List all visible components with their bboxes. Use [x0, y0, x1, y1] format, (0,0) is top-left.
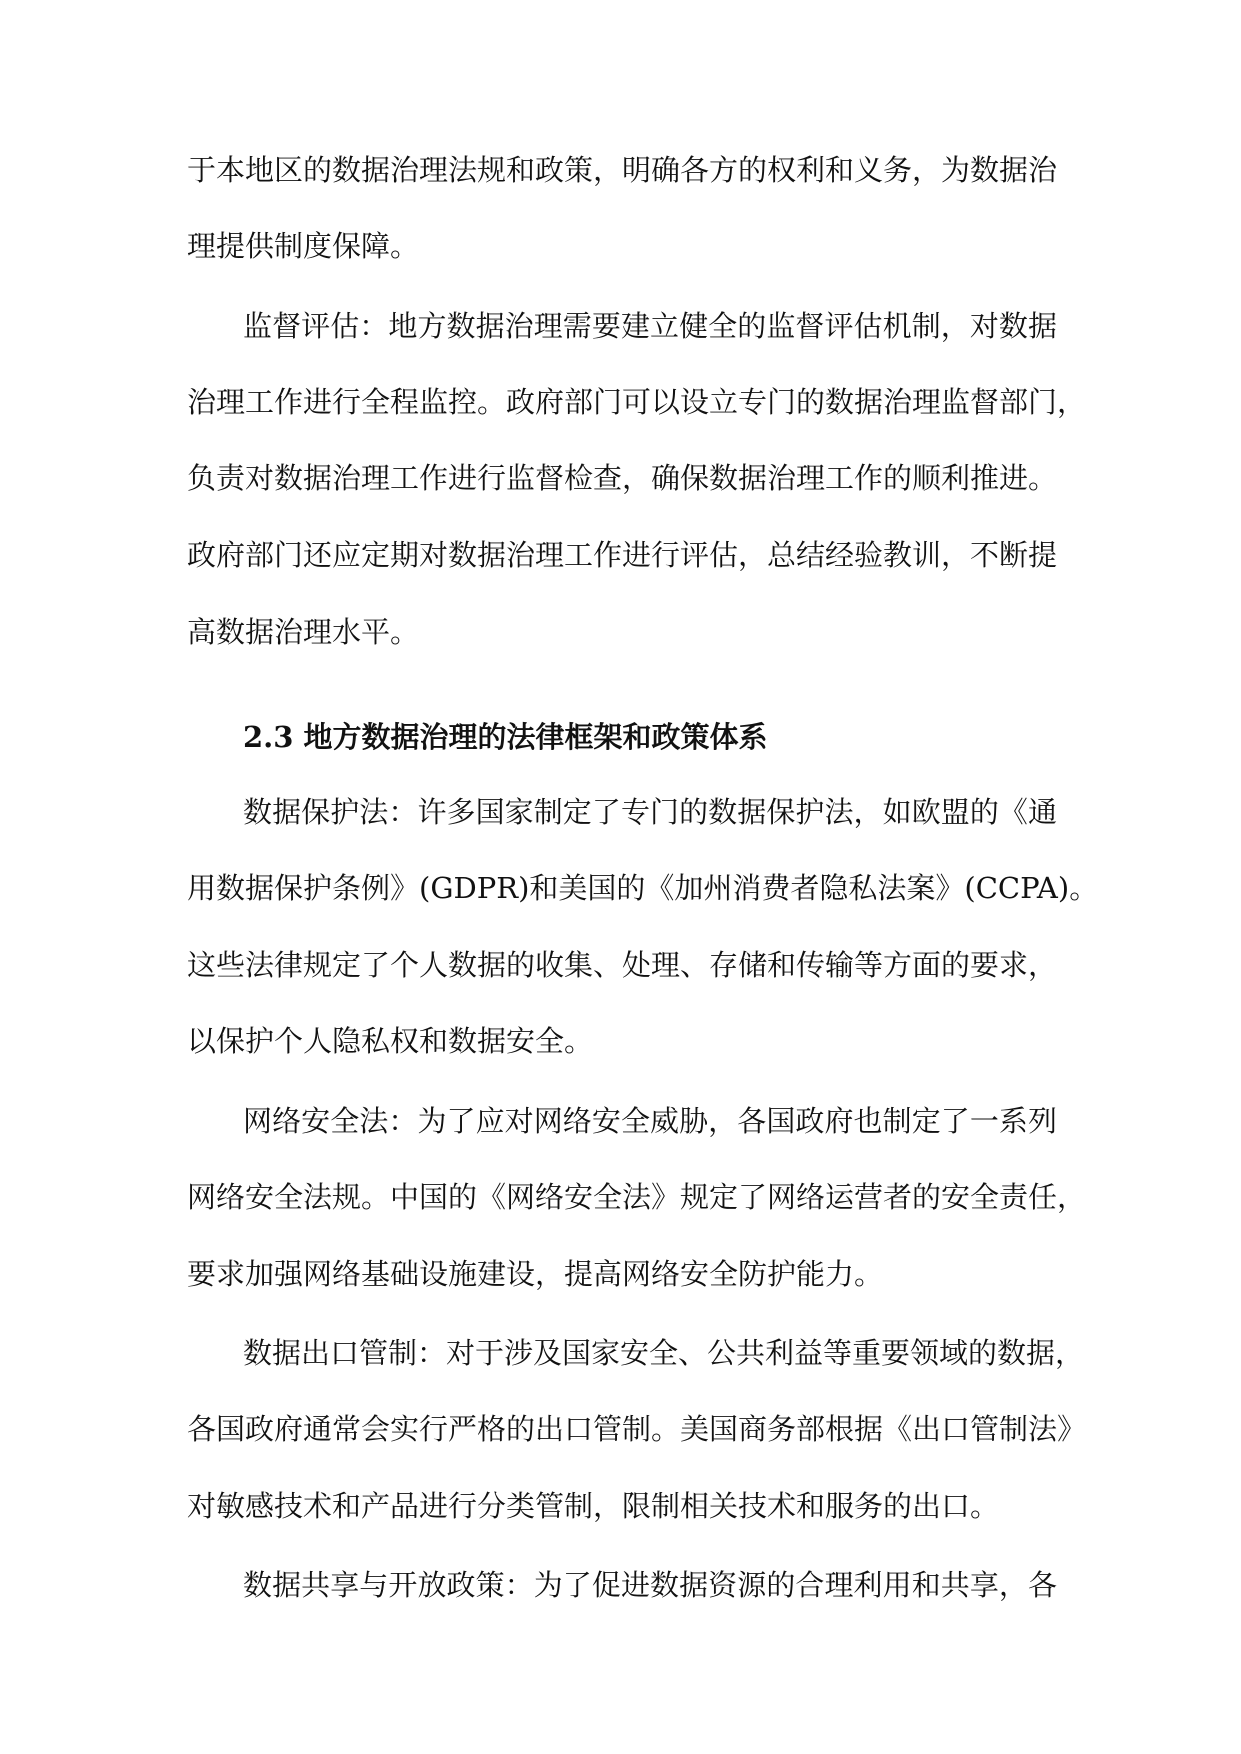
paragraph-4-line-3: 要求加强网络基础设施建设，提高网络安全防护能力。	[187, 1257, 884, 1291]
paragraph-1-line-1: 于本地区的数据治理法规和政策，明确各方的权利和义务，为数据治	[187, 153, 1058, 187]
paragraph-5-line-3: 对敏感技术和产品进行分类管制，限制相关技术和服务的出口。	[187, 1489, 1000, 1523]
paragraph-4-line-2: 网络安全法规。中国的《网络安全法》规定了网络运营者的安全责任，	[187, 1180, 1087, 1214]
paragraph-2-line-2: 治理工作进行全程监控。政府部门可以设立专门的数据治理监督部门，	[187, 385, 1087, 419]
paragraph-3-line-1: 数据保护法：许多国家制定了专门的数据保护法，如欧盟的《通	[243, 795, 1057, 829]
paragraph-3-line-3: 这些法律规定了个人数据的收集、处理、存储和传输等方面的要求，	[187, 948, 1058, 982]
paragraph-4-line-1: 网络安全法：为了应对网络安全威胁，各国政府也制定了一系列	[243, 1104, 1057, 1138]
paragraph-1-line-2: 理提供制度保障。	[187, 229, 420, 263]
paragraph-2-line-4: 政府部门还应定期对数据治理工作进行评估，总结经验教训，不断提	[187, 538, 1058, 572]
paragraph-6-line-1: 数据共享与开放政策：为了促进数据资源的合理利用和共享，各	[243, 1568, 1057, 1602]
paragraph-5-line-1: 数据出口管制：对于涉及国家安全、公共利益等重要领域的数据，	[243, 1336, 1085, 1370]
paragraph-3-line-4: 以保护个人隐私权和数据安全。	[187, 1024, 594, 1058]
paragraph-5-line-2: 各国政府通常会实行严格的出口管制。美国商务部根据《出口管制法》	[187, 1412, 1087, 1446]
paragraph-3-line-2: 用数据保护条例》(GDPR)和美国的《加州消费者隐私法案》(CCPA)。	[187, 871, 1099, 905]
paragraph-2-line-5: 高数据治理水平。	[187, 615, 420, 649]
section-heading: 2.3 地方数据治理的法律框架和政策体系	[243, 720, 768, 754]
paragraph-2-line-1: 监督评估：地方数据治理需要建立健全的监督评估机制，对数据	[243, 309, 1057, 343]
paragraph-2-line-3: 负责对数据治理工作进行监督检查，确保数据治理工作的顺利推进。	[187, 461, 1058, 495]
